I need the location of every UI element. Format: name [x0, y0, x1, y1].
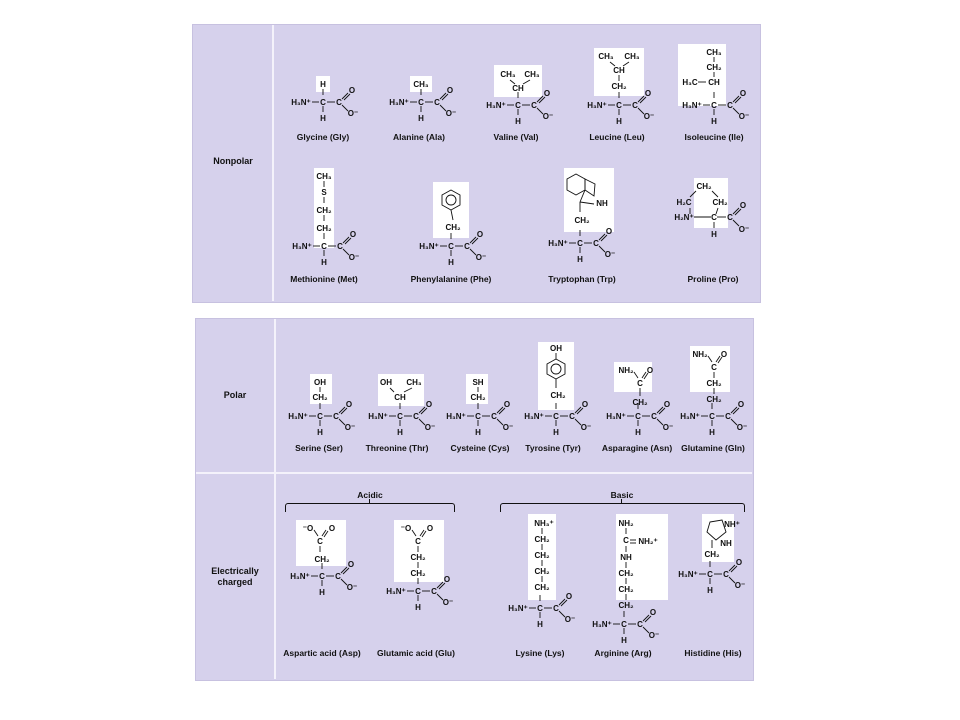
bond [657, 407, 663, 413]
atom-ch2: CH₂ [316, 224, 332, 233]
carbonyl-oxygen: O [565, 592, 573, 601]
alpha-hydrogen: H [635, 428, 641, 437]
atom-ch2: CH₂ [534, 551, 550, 560]
category-polar: Polar [223, 390, 247, 400]
atom-ch: CH [512, 84, 524, 93]
atom-c: C [727, 213, 733, 222]
category-electrically-charged [198, 566, 272, 589]
carboxylate-oxygen: O⁻ [564, 615, 576, 624]
label-asparagine: Asparagine (Asn) [601, 443, 673, 453]
label-aspartic-acid: Aspartic acid (Asp) [283, 648, 361, 658]
serine [276, 372, 366, 442]
atom-c: C [711, 363, 717, 372]
label-phenylalanine: Phenylalanine (Phe) [410, 274, 492, 284]
bond [437, 582, 443, 588]
aspartic-acid [280, 518, 370, 618]
carbonyl-oxygen: O [348, 86, 356, 95]
atom-ch2: CH₂ [618, 601, 634, 610]
valine [472, 60, 572, 130]
carboxyl-carbon: C [431, 587, 437, 596]
bond [559, 599, 565, 605]
amino-group: H₃N⁺ [486, 101, 506, 110]
carbonyl-oxygen: O [443, 575, 451, 584]
alpha-carbon: C [418, 98, 424, 107]
carboxyl-carbon: C [464, 242, 470, 251]
amino-group: H₃N⁺ [419, 242, 439, 251]
bond [729, 565, 735, 571]
carboxyl-carbon: C [337, 242, 343, 251]
carbonyl-oxygen: O [739, 89, 747, 98]
alpha-hydrogen: H [577, 255, 583, 264]
label-tyrosine: Tyrosine (Tyr) [525, 443, 581, 453]
bond [643, 615, 649, 621]
atom-nh2plus: NH₂⁺ [638, 537, 658, 546]
amino-group: H₃N⁺ [508, 604, 528, 613]
atom-ch3: CH₃ [598, 52, 614, 61]
atom-ch2: CH₂ [312, 393, 328, 402]
atom-nh2: NH₂ [618, 366, 634, 375]
amino-group: H₃N⁺ [592, 620, 612, 629]
basic-label: Basic [610, 490, 634, 500]
basic-brace [500, 503, 745, 512]
alpha-hydrogen: H [621, 636, 627, 645]
alpha-carbon: C [707, 570, 713, 579]
carboxyl-carbon: C [333, 412, 339, 421]
alanine-structure [376, 70, 466, 130]
carboxyl-carbon: C [727, 101, 733, 110]
label-tryptophan: Tryptophan (Trp) [548, 274, 616, 284]
alpha-carbon: C [397, 412, 403, 421]
aspartic-acid-structure [280, 518, 370, 618]
amino-group: H₃N⁺ [292, 242, 312, 251]
atom-ch2: CH₂ [712, 198, 728, 207]
alanine [376, 70, 466, 130]
bond [343, 237, 349, 243]
atom-ch: CH [394, 393, 406, 402]
acidic-brace [285, 503, 455, 512]
category-charged-line1: Electrically [211, 566, 259, 576]
atom-minuso: ⁻O [400, 524, 412, 533]
atom-ch: CH [708, 78, 720, 87]
atom-s: S [321, 188, 327, 197]
atom-o: O [739, 201, 747, 210]
carbonyl-oxygen: O [345, 400, 353, 409]
label-serine: Serine (Ser) [295, 443, 343, 453]
carboxylate-oxygen: O⁻ [604, 250, 616, 259]
alpha-carbon: C [475, 412, 481, 421]
atom-ch3: CH₃ [413, 80, 429, 89]
carboxyl-carbon: C [434, 98, 440, 107]
carbonyl-oxygen: O [605, 227, 613, 236]
carbonyl-oxygen: O [581, 400, 589, 409]
bond [575, 407, 581, 413]
atom-nhplus: NH⁺ [724, 520, 740, 529]
carbonyl-oxygen: O [347, 560, 355, 569]
carboxyl-carbon: C [725, 412, 731, 421]
proline-structure [666, 176, 766, 274]
atom-ch2: CH₂ [706, 63, 722, 72]
alpha-carbon: C [317, 412, 323, 421]
bond [733, 96, 739, 102]
carbonyl-oxygen: O [649, 608, 657, 617]
methionine [280, 166, 370, 274]
alpha-carbon: C [515, 101, 521, 110]
carboxylate-oxygen: O⁻ [346, 583, 358, 592]
atom-minuso: ⁻O [302, 524, 314, 533]
amino-group: H₃N⁺ [682, 101, 702, 110]
amino-group: H₃N⁺ [386, 587, 406, 596]
atom-ch2: CH₂ [410, 553, 426, 562]
atom-c: C [637, 379, 643, 388]
label-methionine: Methionine (Met) [290, 274, 358, 284]
atom-nh2: NH₂ [618, 519, 634, 528]
lysine [498, 512, 598, 632]
carboxylate-oxygen: O⁻ [475, 253, 487, 262]
atom-ch2: CH₂ [706, 395, 722, 404]
atom-h3c: H₃C [682, 78, 698, 87]
alpha-carbon: C [553, 412, 559, 421]
amino-group: H₃N⁺ [288, 412, 308, 421]
carboxylate-oxygen: O⁻ [738, 112, 750, 121]
category-charged-line2: charged [217, 577, 253, 588]
carboxylate-oxygen: O⁻ [445, 109, 457, 118]
carbonyl-oxygen: O [349, 230, 357, 239]
tryptophan-structure [532, 166, 642, 274]
carbonyl-oxygen: O [425, 400, 433, 409]
atom-h2n: H₂N⁺ [674, 213, 694, 222]
atom-o: O [328, 524, 336, 533]
carbonyl-oxygen: O [476, 230, 484, 239]
atom-oh: OH [380, 378, 392, 387]
alpha-carbon: C [621, 620, 627, 629]
acidic-label: Acidic [357, 490, 383, 500]
alpha-hydrogen: H [515, 117, 521, 126]
atom-nh2: NH₂ [692, 350, 708, 359]
atom-c: C [711, 213, 717, 222]
carboxylate-oxygen: O⁻ [734, 581, 746, 590]
bond [470, 237, 476, 243]
atom-ch2: CH₂ [632, 398, 648, 407]
phenylalanine-structure [408, 180, 508, 274]
leucine-structure [574, 44, 674, 130]
alpha-carbon: C [415, 587, 421, 596]
amino-group: H₃N⁺ [368, 412, 388, 421]
atom-ch3: CH₃ [500, 70, 516, 79]
atom-ch2: CH₂ [314, 555, 330, 564]
label-leucine: Leucine (Leu) [589, 132, 645, 142]
bond [599, 234, 605, 240]
alpha-hydrogen: H [537, 620, 543, 629]
atom-h: H [320, 80, 326, 89]
atom-oh: OH [550, 344, 562, 353]
amino-group: H₃N⁺ [389, 98, 409, 107]
alpha-hydrogen: H [320, 114, 326, 123]
bond [341, 567, 347, 573]
alpha-hydrogen: H [418, 114, 424, 123]
atom-ch2: CH₂ [574, 216, 590, 225]
atom-nh3: NH₃⁺ [534, 519, 554, 528]
atom-oh: OH [314, 378, 326, 387]
atom-ch2: CH₂ [534, 567, 550, 576]
atom-ch2: CH₂ [410, 569, 426, 578]
alpha-carbon: C [448, 242, 454, 251]
glutamic-acid [376, 518, 466, 618]
alpha-hydrogen: H [321, 258, 327, 267]
alpha-hydrogen: H [711, 117, 717, 126]
serine-structure [276, 372, 366, 442]
category-nonpolar: Nonpolar [213, 156, 253, 166]
label-alanine: Alanine (Ala) [393, 132, 445, 142]
atom-ch3: CH₃ [706, 48, 722, 57]
alpha-hydrogen: H [616, 117, 622, 126]
carboxyl-carbon: C [335, 572, 341, 581]
carboxyl-carbon: C [413, 412, 419, 421]
alpha-hydrogen: H [553, 428, 559, 437]
atom-ch2: CH₂ [618, 569, 634, 578]
carbonyl-oxygen: O [446, 86, 454, 95]
threonine-structure [356, 372, 446, 442]
atom-c: C [623, 536, 629, 545]
alpha-hydrogen: H [448, 258, 454, 267]
carbonyl-oxygen: O [644, 89, 652, 98]
alpha-carbon: C [537, 604, 543, 613]
amino-group: H₃N⁺ [548, 239, 568, 248]
atom-nh: NH [596, 199, 608, 208]
atom-ch2: CH₂ [550, 391, 566, 400]
alpha-carbon: C [319, 572, 325, 581]
alpha-hydrogen: H [319, 588, 325, 597]
bond [497, 407, 503, 413]
isoleucine [672, 42, 772, 130]
amino-group: H₃N⁺ [680, 412, 700, 421]
bond [342, 93, 348, 99]
phenylalanine [408, 180, 508, 274]
carboxylate-oxygen: O⁻ [348, 253, 360, 262]
alpha-hydrogen: H [475, 428, 481, 437]
atom-c: C [317, 537, 323, 546]
carbonyl-oxygen: O [503, 400, 511, 409]
glutamine-structure [672, 344, 772, 442]
carboxylate-oxygen: O⁻ [580, 423, 592, 432]
glycine [280, 70, 370, 130]
atom-o: O [720, 350, 728, 359]
carboxyl-carbon: C [651, 412, 657, 421]
carboxylate-oxygen: O⁻ [347, 109, 359, 118]
atom-ch3: CH₃ [316, 172, 332, 181]
atom-ch2: CH₂ [611, 82, 627, 91]
polar-charged-divider-h [196, 472, 752, 474]
carboxyl-carbon: C [553, 604, 559, 613]
carboxyl-carbon: C [593, 239, 599, 248]
atom-ch2: CH₂ [618, 585, 634, 594]
alpha-hydrogen: H [709, 428, 715, 437]
amino-group: H₃N⁺ [606, 412, 626, 421]
tryptophan [532, 166, 642, 274]
carboxylate-oxygen: O⁻ [344, 423, 356, 432]
atom-h: H [711, 230, 717, 239]
atom-h2c: H₂C [676, 198, 692, 207]
histidine-structure [666, 512, 766, 612]
amino-group: H₃N⁺ [678, 570, 698, 579]
histidine [666, 512, 766, 612]
atom-nh: NH [620, 553, 632, 562]
bond [731, 407, 737, 413]
atom-ch2: CH₂ [704, 550, 720, 559]
label-glutamic-acid: Glutamic acid (Glu) [377, 648, 455, 658]
leucine [574, 44, 674, 130]
atom-ch3: CH₃ [406, 378, 422, 387]
glycine-structure [280, 70, 370, 130]
alpha-carbon: C [709, 412, 715, 421]
label-glycine: Glycine (Gly) [296, 132, 350, 142]
label-isoleucine: Isoleucine (Ile) [684, 132, 744, 142]
label-proline: Proline (Pro) [687, 274, 739, 284]
glutamine [672, 344, 772, 442]
atom-ominus: O⁻ [738, 225, 750, 234]
atom-ch3: CH₃ [624, 52, 640, 61]
atom-sh: SH [472, 378, 484, 387]
isoleucine-structure [672, 42, 772, 130]
carbonyl-oxygen: O [735, 558, 743, 567]
atom-o: O [646, 366, 654, 375]
atom-ch2: CH₂ [534, 583, 550, 592]
atom-nh: NH [720, 539, 732, 548]
alpha-hydrogen: H [317, 428, 323, 437]
carboxylate-oxygen: O⁻ [648, 631, 660, 640]
carboxylate-oxygen: O⁻ [643, 112, 655, 121]
alpha-carbon: C [616, 101, 622, 110]
carboxyl-carbon: C [632, 101, 638, 110]
methionine-structure [280, 166, 370, 274]
atom-ch2: CH₂ [706, 379, 722, 388]
label-glutamine: Glutamine (Gln) [681, 443, 745, 453]
label-threonine: Threonine (Thr) [365, 443, 429, 453]
proline [666, 176, 766, 274]
bond [339, 407, 345, 413]
alpha-hydrogen: H [397, 428, 403, 437]
alpha-carbon: C [577, 239, 583, 248]
amino-group: H₃N⁺ [290, 572, 310, 581]
label-arginine: Arginine (Arg) [594, 648, 652, 658]
label-cysteine: Cysteine (Cys) [450, 443, 510, 453]
alpha-hydrogen: H [415, 603, 421, 612]
atom-ch2: CH₂ [696, 182, 712, 191]
atom-ch3: CH₃ [524, 70, 540, 79]
nonpolar-divider [272, 25, 274, 301]
carbonyl-oxygen: O [543, 89, 551, 98]
alpha-carbon: C [635, 412, 641, 421]
valine-structure [472, 60, 572, 130]
carboxylate-oxygen: O⁻ [502, 423, 514, 432]
amino-group: H₃N⁺ [446, 412, 466, 421]
amino-group: H₃N⁺ [587, 101, 607, 110]
carboxyl-carbon: C [531, 101, 537, 110]
threonine [356, 372, 446, 442]
atom-ch2: CH₂ [534, 535, 550, 544]
alpha-hydrogen: H [707, 586, 713, 595]
carboxyl-carbon: C [637, 620, 643, 629]
atom-ch2: CH₂ [445, 223, 461, 232]
label-lysine: Lysine (Lys) [515, 648, 565, 658]
label-histidine: Histidine (His) [684, 648, 742, 658]
carboxylate-oxygen: O⁻ [662, 423, 674, 432]
atom-o: O [426, 524, 434, 533]
bond [733, 208, 739, 214]
carboxyl-carbon: C [336, 98, 342, 107]
carboxylate-oxygen: O⁻ [736, 423, 748, 432]
alpha-carbon: C [711, 101, 717, 110]
carboxyl-carbon: C [569, 412, 575, 421]
lysine-structure [498, 512, 598, 632]
atom-ch2: CH₂ [316, 206, 332, 215]
amino-group: H₃N⁺ [524, 412, 544, 421]
carboxylate-oxygen: O⁻ [542, 112, 554, 121]
amino-group: H₃N⁺ [291, 98, 311, 107]
carboxyl-carbon: C [723, 570, 729, 579]
carbonyl-oxygen: O [663, 400, 671, 409]
bond [419, 407, 425, 413]
carboxylate-oxygen: O⁻ [424, 423, 436, 432]
alpha-carbon: C [321, 242, 327, 251]
carbonyl-oxygen: O [737, 400, 745, 409]
carboxyl-carbon: C [491, 412, 497, 421]
atom-ch: CH [613, 66, 625, 75]
bond [440, 93, 446, 99]
alpha-carbon: C [320, 98, 326, 107]
carboxylate-oxygen: O⁻ [442, 598, 454, 607]
atom-c: C [415, 537, 421, 546]
label-valine: Valine (Val) [493, 132, 539, 142]
glutamic-acid-structure [376, 518, 466, 618]
atom-ch2: CH₂ [470, 393, 486, 402]
bond [638, 96, 644, 102]
